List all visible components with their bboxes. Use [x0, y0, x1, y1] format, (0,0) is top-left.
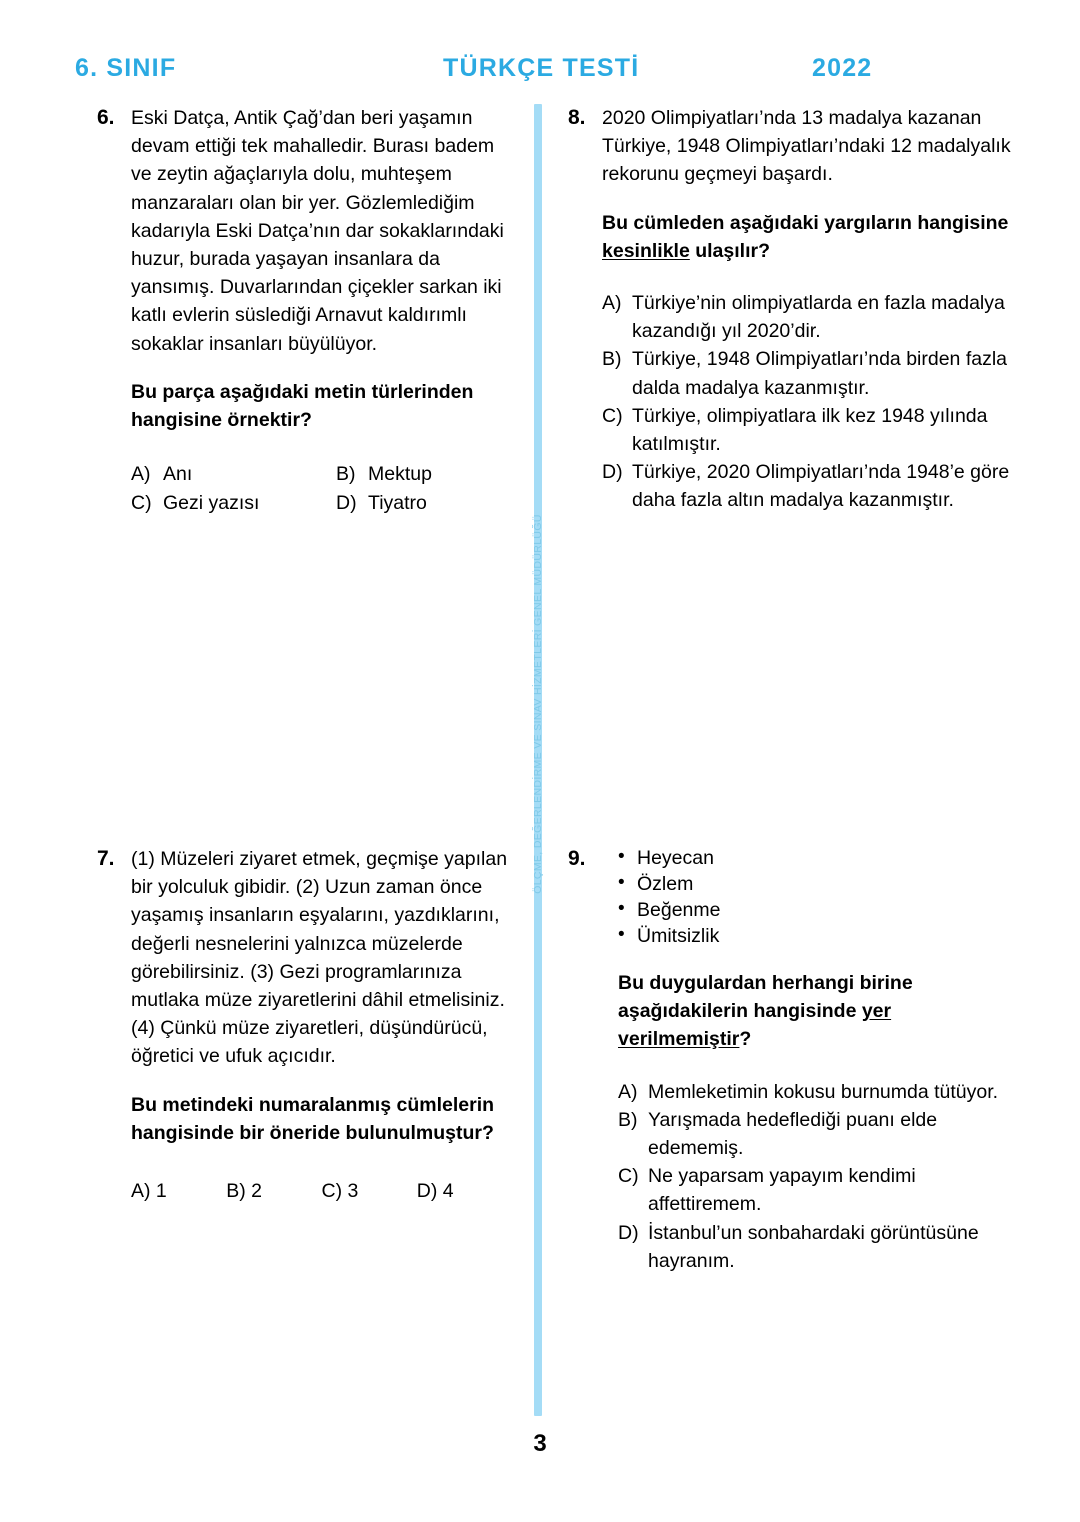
list-item: • Heyecan	[618, 845, 1016, 871]
option-a-text: Türkiye’nin olimpiyatlarda en fazla madalya kazandığı yıl 2020’dir.	[632, 292, 1005, 343]
question-9	[568, 845, 1016, 1275]
option-c[interactable]	[618, 1162, 1016, 1218]
option-d-text: Türkiye, 2020 Olimpiyatları’nda 1948’e göre daha fazla altın madalya kazanmıştır.	[632, 461, 1010, 512]
list-item: • Ümitsizlik	[618, 923, 1016, 949]
question-6-number: 6.	[97, 106, 115, 129]
header-test-title: TÜRKÇE TESTİ	[443, 54, 640, 82]
option-c-text: Ne yaparsam yapayım kendimi affettiremem.	[648, 1165, 916, 1216]
option-d[interactable]	[618, 1219, 1016, 1275]
question-6	[97, 104, 512, 517]
watermark	[532, 514, 545, 894]
option-b[interactable]	[618, 1106, 1016, 1162]
page-number: 3	[533, 1430, 547, 1457]
list-item: • Beğenme	[618, 897, 1016, 923]
option-c-letter: C)	[618, 1165, 639, 1188]
option-c-letter: C)	[602, 404, 623, 427]
list-item: • Özlem	[618, 871, 1016, 897]
option-a[interactable]: A) 1	[131, 1180, 167, 1203]
option-c[interactable]: C) 3	[321, 1180, 359, 1203]
option-d[interactable]	[602, 458, 1016, 514]
header-year-label: 2022	[812, 54, 873, 82]
question-7-prompt-line-1: Bu metindeki numaralanmış cümlelerin	[131, 1093, 495, 1116]
option-a-text: Memleketimin kokusu burnumda tütüyor.	[648, 1080, 999, 1103]
question-7-prompt-line-2: hangisinde bir öneride bulunulmuştur?	[131, 1121, 494, 1144]
option-b-letter: B)	[602, 348, 622, 371]
question-9-prompt-emphasis: yer verilmemiştir	[618, 1000, 892, 1051]
option-d-letter: D)	[602, 461, 623, 484]
option-d-text: Tiyatro	[368, 491, 427, 514]
option-b[interactable]	[336, 460, 512, 489]
option-c-letter: C)	[131, 491, 152, 514]
option-d[interactable]	[336, 489, 512, 518]
option-a-letter: A)	[618, 1080, 638, 1103]
question-8-prompt-post: ulaşılır?	[689, 239, 771, 262]
question-8-number: 8.	[568, 106, 586, 129]
question-8-prompt-emphasis: kesinlikle	[602, 239, 690, 262]
question-6-prompt-line-1: Bu parça aşağıdaki metin türlerinden	[131, 380, 474, 403]
question-9-prompt	[618, 969, 1016, 1054]
option-a-text: Anı	[163, 463, 193, 486]
option-c[interactable]	[131, 489, 336, 518]
option-b-letter: B)	[618, 1108, 638, 1131]
question-8-options	[602, 289, 1016, 515]
option-b[interactable]	[602, 345, 1016, 401]
question-6-prompt-line-2: hangisine örnektir?	[131, 409, 312, 432]
question-8-prompt	[602, 209, 1016, 265]
question-8-stem: 2020 Olimpiyatları’nda 13 madalya kazanan Türkiye, 1948 Olimpiyatları’ndaki 12 madalyalık rekorunu geçmeyi başardı.	[602, 107, 1011, 186]
question-7-number: 7.	[97, 847, 115, 870]
option-d-letter: D)	[336, 491, 357, 514]
option-d[interactable]: D) 4	[416, 1180, 454, 1203]
page-header	[0, 54, 1080, 88]
question-7	[97, 845, 512, 1205]
option-a-letter: A)	[131, 463, 151, 486]
option-d-text: İstanbul’un sonbahardaki görüntüsüne hayranım.	[648, 1221, 979, 1272]
question-7-stem: (1) Müzeleri ziyaret etmek, geçmişe yapılan bir yolculuk gibidir. (2) Uzun zaman önce yaşamış insanların eşyalarını, yazdıklarını, değerli nesnelerini yalnızca müzelerde görebilirsiniz. (3) Gezi programlarınıza mutlaka müze ziyaretlerini dâhil etmelisiniz. (4) Çünkü müze ziyaretleri, düşündürücü, öğretici ve ufuk açıcıdır.	[131, 848, 508, 1068]
option-b-text: Yarışmada hedeflediği puanı elde edememiş.	[648, 1108, 938, 1160]
question-9-prompt-pre: Bu duygulardan herhangi birine aşağıdakilerin hangisinde	[618, 972, 913, 1023]
watermark-text: ÖLÇME, DEĞERLENDİRME VE SINAV HİZMETLERİ GENEL MÜDÜRLÜĞÜ	[532, 514, 545, 894]
option-d-letter: D)	[618, 1221, 639, 1244]
option-a-letter: A)	[602, 292, 622, 315]
question-9-prompt-post: ?	[739, 1028, 752, 1051]
option-a[interactable]	[131, 460, 336, 489]
question-6-options	[131, 460, 512, 517]
question-9-number: 9.	[568, 847, 586, 870]
option-b[interactable]: B) 2	[226, 1180, 263, 1203]
question-9-options	[618, 1078, 1016, 1275]
option-b-letter: B)	[336, 463, 356, 486]
header-grade-label: 6. SINIF	[75, 54, 177, 82]
option-b-text: Mektup	[368, 463, 432, 486]
question-7-options	[131, 1177, 512, 1205]
question-6-stem: Eski Datça, Antik Çağ’dan beri yaşamın devam ettiği tek mahalledir. Burası badem ve zeytin ağaçlarıyla dolu, muhteşem manzaraları olan bir yer. Gözlemlediğim kadarıyla Eski Datça’nın dar sokaklarındaki huzur, burada yaşayan insanlara da yansımış. Duvarlarından çiçekler sarkan iki katlı evlerin süslediği Arnavut kaldırımlı sokaklar insanları büyülüyor.	[131, 107, 504, 355]
option-c-text: Türkiye, olimpiyatlara ilk kez 1948 yılında katılmıştır.	[632, 404, 988, 456]
option-c[interactable]	[602, 402, 1016, 458]
question-8-prompt-pre: Bu cümleden aşağıdaki yargıların hangisine	[602, 211, 1009, 234]
question-6-prompt	[131, 378, 512, 434]
question-7-prompt	[131, 1091, 512, 1147]
question-8	[568, 104, 1016, 515]
option-c-text: Gezi yazısı	[163, 491, 260, 514]
option-a[interactable]	[618, 1078, 1016, 1106]
option-a[interactable]	[602, 289, 1016, 345]
option-b-text: Türkiye, 1948 Olimpiyatları’nda birden fazla dalda madalya kazanmıştır.	[632, 348, 1008, 399]
question-9-bullet-list	[618, 845, 1016, 949]
